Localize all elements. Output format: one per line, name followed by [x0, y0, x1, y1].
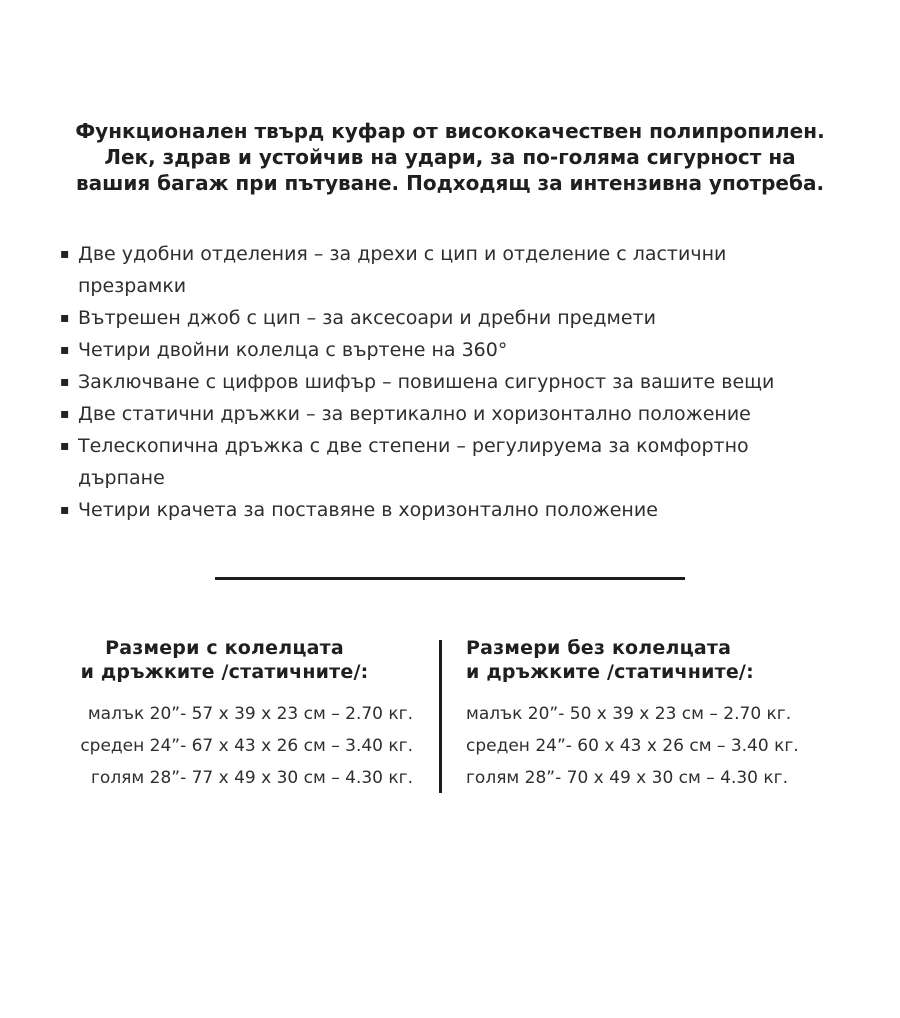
feature-item-text: Телескопична дръжка с две степени – регулируема за комфортно дърпане: [78, 435, 749, 489]
square-bullet-icon: ▪: [60, 438, 70, 454]
feature-item: [60, 366, 795, 398]
dimensions-without-wheels-rows: [466, 698, 845, 794]
size-row-small: малък 20”- 57 х 39 х 23 см – 2.70 кг.: [87, 704, 413, 724]
square-bullet-icon: ▪: [60, 246, 70, 262]
dimensions-without-wheels-column: [442, 636, 845, 794]
feature-item-text: Заключване с цифров шифър – повишена сигурност за вашите вещи: [78, 371, 775, 393]
size-row-medium: среден 24”- 60 х 43 х 26 см – 3.40 кг.: [466, 736, 799, 756]
feature-item: [60, 494, 795, 526]
square-bullet-icon: ▪: [60, 502, 70, 518]
dimensions-with-wheels-column: [60, 636, 439, 794]
heading-line: и дръжките /статичните/:: [466, 661, 754, 683]
intro-line: Функционален твърд куфар от висококачествен полипропилен.: [75, 119, 825, 143]
size-row-small: малък 20”- 50 х 39 х 23 см – 2.70 кг.: [466, 704, 792, 724]
size-row-medium: среден 24”- 67 х 43 х 26 см – 3.40 кг.: [80, 736, 413, 756]
heading-line: и дръжките /статичните/:: [80, 661, 369, 683]
feature-list: [60, 238, 795, 526]
dimensions-with-wheels-heading: [60, 636, 389, 684]
square-bullet-icon: ▪: [60, 310, 70, 326]
intro-line: Лек, здрав и устойчив на удари, за по-голяма сигурност на: [104, 145, 796, 169]
feature-item-text: Две удобни отделения – за дрехи с цип и отделение с ластични презрамки: [78, 243, 727, 297]
feature-item-text: Две статични дръжки – за вертикално и хоризонтално положение: [78, 403, 751, 425]
size-row-large: голям 28”- 77 х 49 х 30 см – 4.30 кг.: [90, 768, 413, 788]
dimensions-section: [60, 636, 845, 794]
feature-item: [60, 398, 795, 430]
feature-item-text: Вътрешен джоб с цип – за аксесоари и дребни предмети: [78, 307, 656, 329]
horizontal-divider: [215, 577, 685, 580]
feature-item: [60, 238, 795, 302]
square-bullet-icon: ▪: [60, 342, 70, 358]
feature-item: [60, 430, 795, 494]
dimensions-with-wheels-rows: [60, 698, 439, 794]
heading-line: Размери с колелцата: [105, 637, 344, 659]
heading-line: Размери без колелцата: [466, 637, 732, 659]
square-bullet-icon: ▪: [60, 374, 70, 390]
feature-item: [60, 302, 795, 334]
size-row-large: голям 28”- 70 х 49 х 30 см – 4.30 кг.: [466, 768, 789, 788]
product-description-page: [0, 118, 900, 1018]
feature-item-text: Четири крачета за поставяне в хоризонтално положение: [78, 499, 658, 521]
feature-item: [60, 334, 795, 366]
square-bullet-icon: ▪: [60, 406, 70, 422]
intro-paragraph: [40, 118, 860, 196]
dimensions-without-wheels-heading: [466, 636, 845, 684]
feature-item-text: Четири двойни колелца с въртене на 360°: [78, 339, 508, 361]
intro-line: вашия багаж при пътуване. Подходящ за интензивна употреба.: [75, 171, 825, 195]
